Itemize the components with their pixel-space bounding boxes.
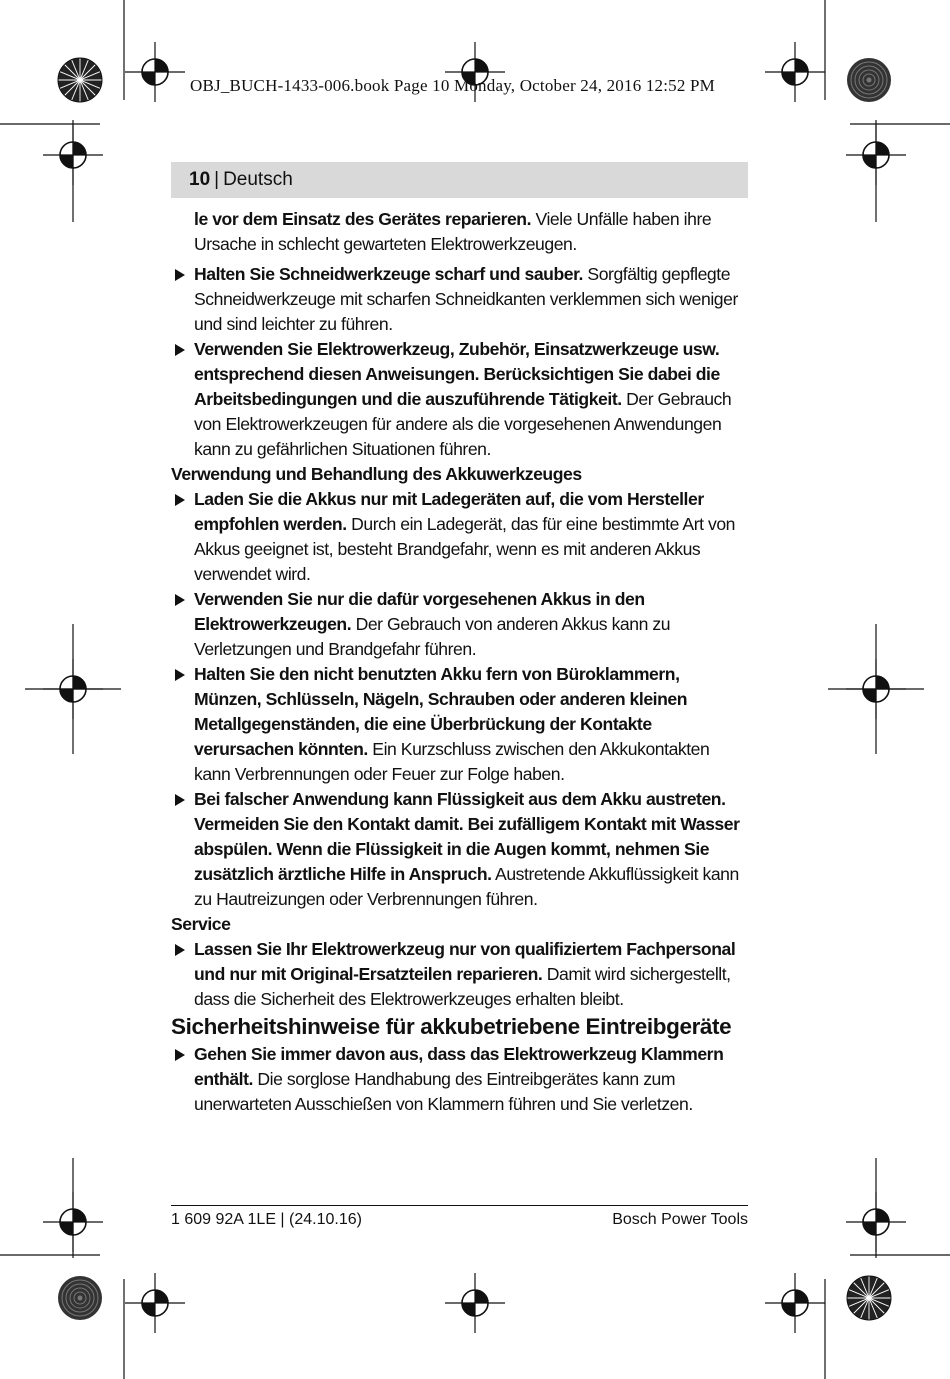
item-bold: Halten Sie den nicht benutzten Akku fern von Büroklammern, Münzen, Schlüsseln, Nägeln, Schrauben oder anderen kleinen Metallgegenständen, die eine Überbrückung der Kontakte verursachen könnten. — [194, 664, 688, 759]
list-item — [171, 337, 749, 462]
list-item — [171, 262, 749, 337]
item-text: Der Gebrauch von Elektrowerkzeugen für andere als die vorgesehenen Anwendungen kann zu gefährlichen Situationen führen. — [194, 389, 732, 459]
page-header — [171, 162, 748, 198]
section-subheading: Verwendung und Behandlung des Akkuwerkzeuges — [171, 464, 582, 484]
item-bold: Gehen Sie immer davon aus, dass das Elektrowerkzeug Klammern enthält. — [194, 1044, 724, 1089]
list-item — [171, 487, 749, 587]
section-subheading: Service — [171, 914, 231, 934]
item-bold: Lassen Sie Ihr Elektrowerkzeug nur von qualifiziertem Fachpersonal und nur mit Original-Ersatzteilen reparieren. — [194, 939, 736, 984]
triangle-bullet-icon — [175, 669, 185, 681]
item-text: Sorgfältig gepflegte Schneidwerkzeuge mit scharfen Schneidkanten verklemmen sich weniger und sind leichter zu führen. — [194, 264, 738, 334]
triangle-bullet-icon — [175, 944, 185, 956]
item-bold: le vor dem Einsatz des Gerätes reparieren. — [194, 209, 532, 229]
item-bold: Verwenden Sie Elektrowerkzeug, Zubehör, Einsatzwerkzeuge usw. entsprechend diesen Anweisungen. Berücksichtigen Sie dabei die Arbeitsbedingungen und die auszuführende Tätigkeit. — [194, 339, 720, 409]
slug-line: OBJ_BUCH-1433-006.book Page 10 Monday, October 24, 2016 12:52 PM — [190, 76, 715, 95]
triangle-bullet-icon — [175, 594, 185, 606]
list-item-continued — [171, 207, 749, 257]
item-text: Durch ein Ladegerät, das für eine bestimmte Art von Akkus geeignet ist, besteht Brandgefahr, wenn es mit anderen Akkus verwendet wird. — [194, 514, 735, 584]
item-bold: Bei falscher Anwendung kann Flüssigkeit aus dem Akku austreten. Vermeiden Sie den Kontakt damit. Bei zufälligem Kontakt mit Wasser abspülen. Wenn die Flüssigkeit in die Augen kommt, nehmen Sie zusätzlich ärztliche Hilfe in Anspruch. — [194, 789, 740, 884]
triangle-bullet-icon — [175, 794, 185, 806]
item-text: Damit wird sichergestellt, dass die Sicherheit des Elektrowerkzeuges erhalten bleibt. — [194, 964, 731, 1009]
item-text: Die sorglose Handhabung des Eintreibgerätes kann zum unerwarteten Ausschießen von Klammern führen und Sie verletzen. — [194, 1069, 693, 1114]
list-item — [171, 587, 749, 662]
item-bold: Halten Sie Schneidwerkzeuge scharf und sauber. — [194, 264, 583, 284]
section-heading: Sicherheitshinweise für akkubetriebene Eintreibgeräte — [171, 1014, 732, 1039]
page-number: 10 — [189, 169, 211, 190]
item-text: Austretende Akkuflüssigkeit kann zu Hautreizungen oder Verbrennungen führen. — [194, 864, 739, 909]
triangle-bullet-icon — [175, 269, 185, 281]
item-bold: Verwenden Sie nur die dafür vorgesehenen Akkus in den Elektrowerkzeugen. — [194, 589, 645, 634]
item-text: Ein Kurzschluss zwischen den Akkukontakten kann Verbrennungen oder Feuer zur Folge haben. — [194, 739, 710, 784]
triangle-bullet-icon — [175, 1049, 185, 1061]
item-text: Viele Unfälle haben ihre Ursache in schlecht gewarteten Elektrowerkzeugen. — [194, 209, 712, 254]
triangle-bullet-icon — [175, 344, 185, 356]
header-language: Deutsch — [223, 169, 293, 190]
page-body — [171, 207, 749, 1117]
triangle-bullet-icon — [175, 494, 185, 506]
footer-rule — [171, 1205, 748, 1206]
header-separator: | — [214, 169, 220, 190]
list-item — [171, 1042, 749, 1117]
item-bold: Laden Sie die Akkus nur mit Ladegeräten auf, die vom Hersteller empfohlen werden. — [194, 489, 704, 534]
item-text: Der Gebrauch von anderen Akkus kann zu Verletzungen und Brandgefahr führen. — [194, 614, 671, 659]
list-item — [171, 937, 749, 1012]
list-item — [171, 787, 749, 912]
list-item — [171, 662, 749, 787]
footer-doc-number: 1 609 92A 1LE | (24.10.16) — [171, 1211, 362, 1228]
footer-brand: Bosch Power Tools — [612, 1211, 748, 1228]
